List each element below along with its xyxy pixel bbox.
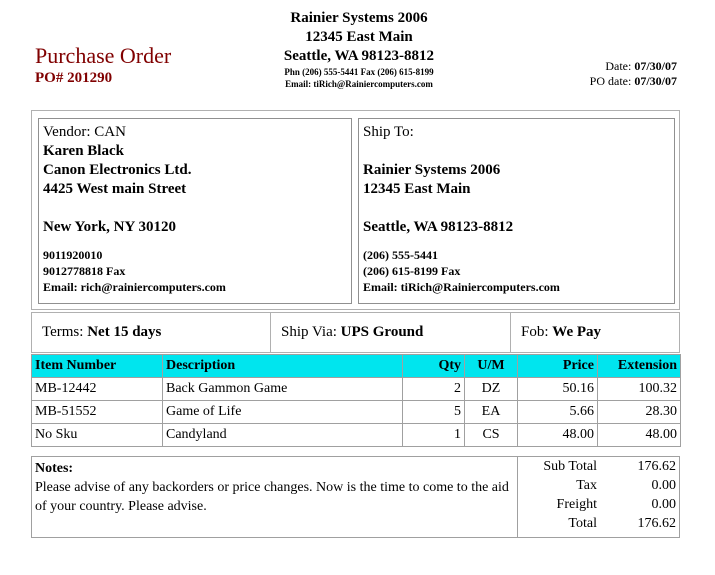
total-label: Total — [568, 516, 597, 531]
item-description: Back Gammon Game — [163, 378, 403, 401]
subtotal-label: Sub Total — [543, 459, 597, 474]
item-qty: 2 — [403, 378, 465, 401]
notes-box — [32, 457, 518, 537]
item-description: Game of Life — [163, 401, 403, 424]
table-row — [32, 401, 681, 424]
ship-to-city: Seattle, WA 98123-8812 — [363, 219, 514, 235]
address-section — [31, 110, 680, 310]
notes-text: Please advise of any backorders or price changes. Now is the time to come to the aid of your country. Please advise. — [35, 480, 509, 514]
tax-label: Tax — [576, 478, 597, 493]
notes-label: Notes: — [35, 461, 74, 476]
subtotal-row — [519, 457, 679, 476]
vendor-street: 4425 West main Street — [43, 181, 187, 197]
item-description: Candyland — [163, 424, 403, 447]
table-row — [32, 378, 681, 401]
freight-row — [519, 495, 679, 514]
fob-label: Fob: — [521, 324, 549, 340]
ship-to-email: Email: tiRich@Rainiercomputers.com — [363, 280, 560, 294]
item-number: MB-12442 — [32, 378, 163, 401]
ship-via-label: Ship Via: — [281, 324, 337, 340]
terms-label: Terms: — [42, 324, 84, 340]
document-title: Purchase Order — [35, 43, 172, 68]
items-table — [31, 354, 681, 447]
po-number: PO# 201290 — [35, 70, 113, 86]
company-city: Seattle, WA 98123-8812 — [283, 48, 435, 64]
col-description: Description — [163, 355, 403, 378]
freight-value: 0.00 — [651, 497, 676, 512]
tax-row — [519, 476, 679, 495]
terms-row — [31, 312, 680, 353]
table-row — [32, 424, 681, 447]
item-extension: 100.32 — [598, 378, 681, 401]
tax-value: 0.00 — [651, 478, 676, 493]
company-name: Rainier Systems 2006 — [290, 10, 428, 26]
po-date-label: PO date: — [589, 74, 632, 88]
ship-to-fax: (206) 615-8199 Fax — [363, 264, 461, 278]
vendor-company: Canon Electronics Ltd. — [43, 162, 192, 178]
terms-value: Net 15 days — [87, 324, 162, 340]
ship-via-cell — [271, 313, 511, 352]
totals-box — [519, 457, 679, 537]
company-header — [245, 9, 473, 90]
item-extension: 48.00 — [598, 424, 681, 447]
company-street: 12345 East Main — [305, 29, 413, 45]
vendor-box — [38, 118, 352, 304]
item-qty: 1 — [403, 424, 465, 447]
item-number: No Sku — [32, 424, 163, 447]
company-phone: Phn (206) 555-5441 Fax (206) 615-8199 — [284, 67, 434, 77]
total-row — [519, 514, 679, 533]
vendor-fax: 9012778818 Fax — [43, 264, 126, 278]
vendor-city: New York, NY 30120 — [43, 219, 177, 235]
item-qty: 5 — [403, 401, 465, 424]
vendor-code: CAN — [94, 124, 126, 140]
col-item-number: Item Number — [32, 355, 163, 378]
company-email: Email: tiRich@Rainiercomputers.com — [285, 79, 433, 89]
po-date-line — [590, 74, 677, 89]
ship-to-phone: (206) 555-5441 — [363, 248, 438, 262]
ship-to-label: Ship To: — [363, 124, 414, 140]
vendor-label: Vendor: — [43, 124, 91, 140]
terms-cell — [32, 313, 271, 352]
total-value: 176.62 — [637, 516, 676, 531]
item-price: 48.00 — [518, 424, 598, 447]
vendor-contact: Karen Black — [43, 143, 124, 159]
item-price: 5.66 — [518, 401, 598, 424]
item-price: 50.16 — [518, 378, 598, 401]
items-header-row — [32, 355, 681, 378]
freight-label: Freight — [556, 497, 597, 512]
fob-cell — [511, 313, 679, 352]
dates-block — [590, 59, 677, 89]
col-um: U/M — [465, 355, 518, 378]
fob-value: We Pay — [552, 324, 602, 340]
col-qty: Qty — [403, 355, 465, 378]
col-extension: Extension — [598, 355, 681, 378]
item-um: CS — [465, 424, 518, 447]
item-um: EA — [465, 401, 518, 424]
subtotal-value: 176.62 — [637, 459, 676, 474]
po-date-value: 07/30/07 — [634, 74, 677, 88]
date-label: Date: — [605, 59, 632, 73]
item-number: MB-51552 — [32, 401, 163, 424]
ship-to-street: 12345 East Main — [363, 181, 471, 197]
item-um: DZ — [465, 378, 518, 401]
date-line — [590, 59, 677, 74]
item-extension: 28.30 — [598, 401, 681, 424]
ship-to-box — [358, 118, 675, 304]
notes-totals-section — [31, 456, 680, 538]
vendor-phone: 9011920010 — [43, 248, 103, 262]
ship-via-value: UPS Ground — [340, 324, 424, 340]
vendor-email: Email: rich@rainiercomputers.com — [43, 280, 226, 294]
col-price: Price — [518, 355, 598, 378]
date-value: 07/30/07 — [634, 59, 677, 73]
ship-to-company: Rainier Systems 2006 — [363, 162, 501, 178]
